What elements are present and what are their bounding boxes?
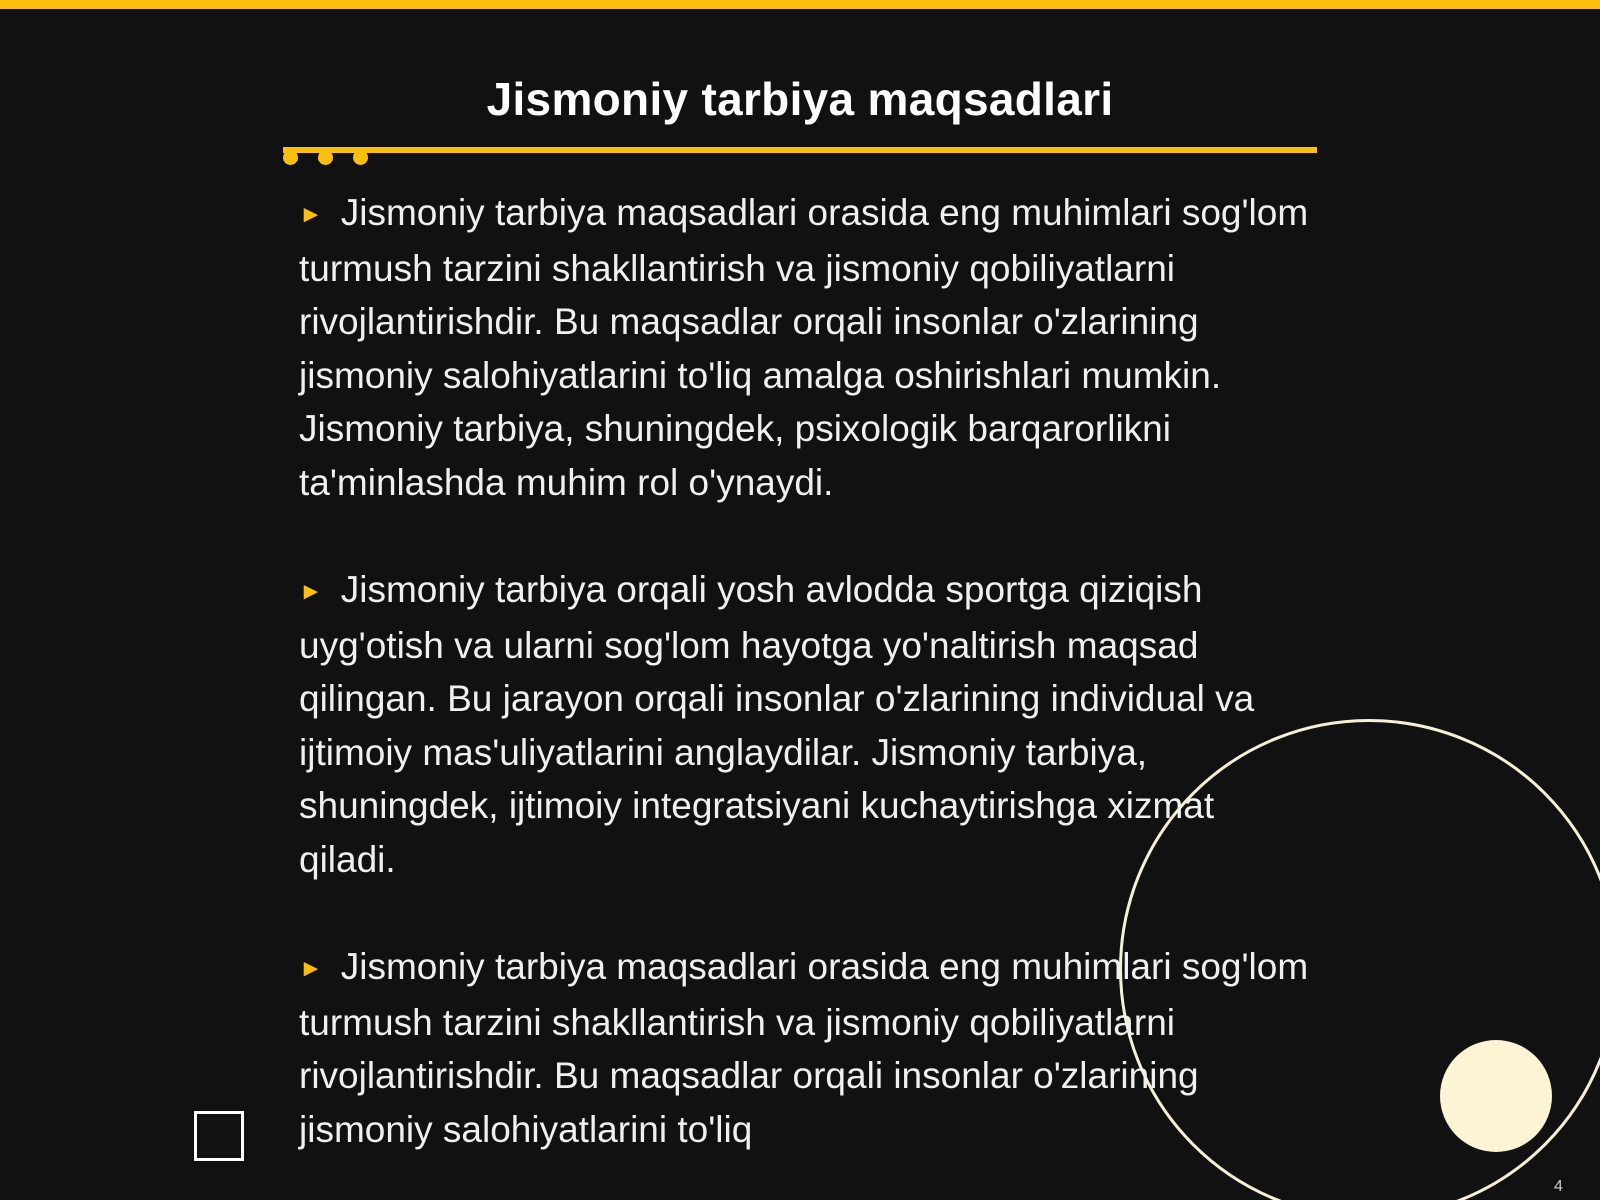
paragraph-text: Jismoniy tarbiya maqsadlari orasida eng muhimlari sog'lom turmush tarzini shakllantirish va jismoniy qobiliyatlarni rivojlantirishdir. Bu maqsadlar orqali insonlar o'zlarining jismoniy salohiyatlarini to'liq	[299, 946, 1309, 1150]
page-number: 4	[1554, 1178, 1563, 1195]
bullet-paragraph	[299, 940, 1309, 1156]
paragraph-text: Jismoniy tarbiya orqali yosh avlodda sportga qiziqish uyg'otish va ularni sog'lom hayotga yo'naltirish maqsad qilingan. Bu jarayon orqali insonlar o'zlarining individual va ijtimoiy mas'uliyatlarini anglaydilar. Jismoniy tarbiya, shuningdek, ijtimoiy integratsiyani kuchaytirishga xizmat qiladi.	[299, 569, 1255, 880]
bullet-arrow-icon: ►	[299, 201, 323, 228]
decor-dot	[353, 150, 368, 165]
slide-title: Jismoniy tarbiya maqsadlari	[486, 73, 1114, 125]
decor-dot	[283, 150, 298, 165]
title-underline	[283, 147, 1317, 153]
paragraph-text: Jismoniy tarbiya maqsadlari orasida eng muhimlari sog'lom turmush tarzini shakllantirish va jismoniy qobiliyatlarni rivojlantirishdir. Bu maqsadlar orqali insonlar o'zlarining jismoniy salohiyatlarini to'liq amalga oshirishlari mumkin. Jismoniy tarbiya, shuningdek, psixologik barqarorlikni ta'minlashda muhim rol o'ynaydi.	[299, 192, 1309, 503]
decor-square	[194, 1111, 244, 1161]
bullet-list	[299, 186, 1309, 1200]
bullet-arrow-icon: ►	[299, 578, 323, 605]
top-accent-bar	[0, 0, 1600, 9]
decor-dot	[318, 150, 333, 165]
bullet-paragraph	[299, 186, 1309, 509]
bullet-paragraph	[299, 563, 1309, 886]
decor-filled-circle	[1440, 1040, 1552, 1152]
bullet-arrow-icon: ►	[299, 955, 323, 982]
